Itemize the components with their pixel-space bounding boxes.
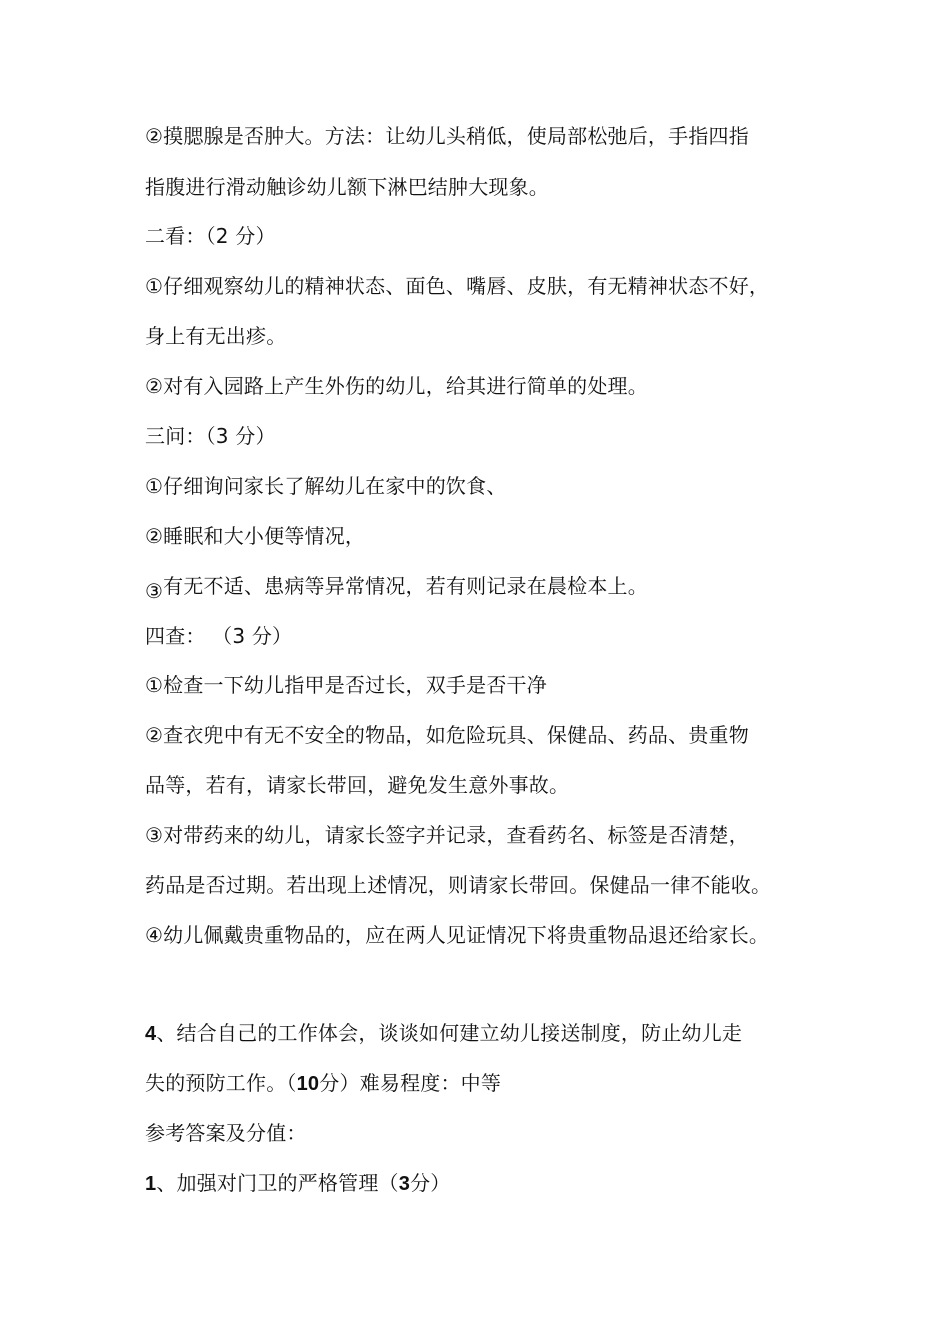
text-line: ①仔细观察幼儿的精神状态、面色、嘴唇、皮肤，有无精神状态不好， xyxy=(145,274,770,298)
text-segment: 有无不适、患病等异常情况，若有则记录在晨检本上。 xyxy=(163,574,648,598)
section-heading-look: 二看：（2 分） xyxy=(145,224,276,248)
text-line: ③对带药来的幼儿，请家长签字并记录，查看药名、标签是否清楚， xyxy=(145,823,749,847)
section-heading-ask: 三问：（3 分） xyxy=(145,424,276,448)
text-line: ②查衣兜中有无不安全的物品，如危险玩具、保健品、药品、贵重物 xyxy=(145,723,749,747)
text-line: ②对有入园路上产生外伤的幼儿，给其进行简单的处理。 xyxy=(145,374,648,398)
text-line: ①检查一下幼儿指甲是否过长，双手是否干净 xyxy=(145,673,547,697)
answer-heading: 参考答案及分值： xyxy=(145,1121,307,1145)
text-line: 身上有无出疹。 xyxy=(145,324,287,348)
section-heading-check: 四查： （3 分） xyxy=(145,624,293,648)
text-segment: 失的预防工作。（ xyxy=(145,1071,297,1095)
text-line xyxy=(145,574,648,603)
text-segment: 、加强对门卫的严格管理（ xyxy=(156,1171,399,1195)
item-number: 1 xyxy=(145,1173,157,1195)
text-line: ①仔细询问家长了解幼儿在家中的饮食、 xyxy=(145,474,507,498)
text-line: 品等，若有，请家长带回，避免发生意外事故。 xyxy=(145,773,570,797)
text-line: 药品是否过期。若出现上述情况，则请家长带回。保健品一律不能收。 xyxy=(145,873,772,897)
item-points: 3 xyxy=(398,1173,411,1195)
text-line: ②摸腮腺是否肿大。方法：让幼儿头稍低，使局部松弛后，手指四指 xyxy=(145,124,749,148)
text-line: ④幼儿佩戴贵重物品的，应在两人见证情况下将贵重物品退还给家长。 xyxy=(145,923,770,947)
text-line: ②睡眠和大小便等情况， xyxy=(145,524,366,548)
text-segment: 、结合自己的工作体会，谈谈如何建立幼儿接送制度，防止幼儿走 xyxy=(156,1021,743,1045)
text-line: 指腹进行滑动触诊幼儿额下淋巴结肿大现象。 xyxy=(145,175,549,199)
question-4-line xyxy=(145,1021,742,1046)
text-segment: 分）难易程度：中等 xyxy=(319,1071,502,1095)
question-points: 10 xyxy=(296,1073,320,1095)
circle-three-marker: ③ xyxy=(145,579,164,603)
question-4-line xyxy=(145,1071,501,1096)
answer-item-1 xyxy=(145,1171,450,1196)
text-segment: 分） xyxy=(410,1171,451,1195)
question-number: 4 xyxy=(145,1023,157,1045)
